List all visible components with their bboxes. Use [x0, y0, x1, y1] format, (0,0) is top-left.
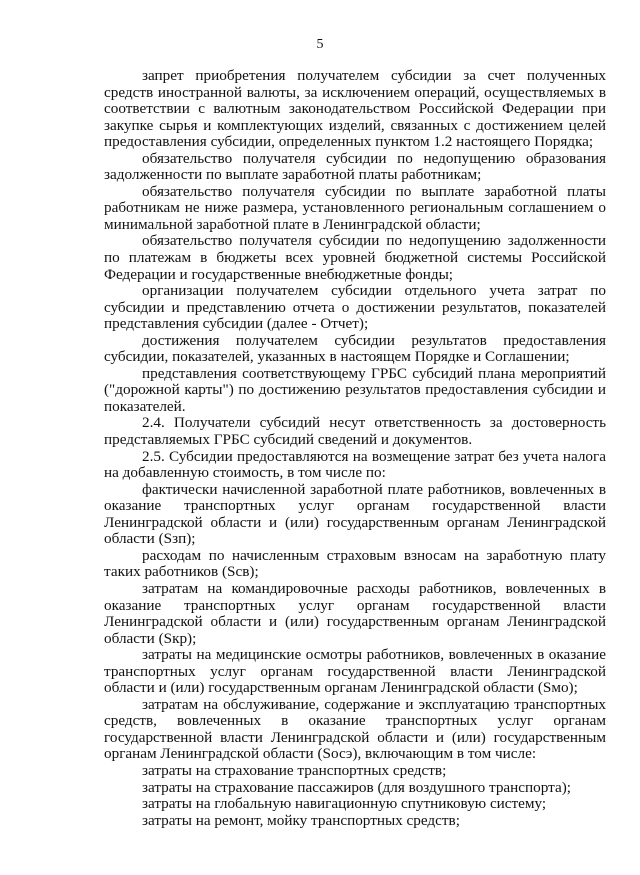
paragraph-minimum-wage: обязательство получателя субсидии по выплате заработной платы работникам не ниже размера, установленного региональным соглашением о минимальной заработной плате в Ленинградской области; [104, 182, 606, 233]
paragraph-separate-accounting: организации получателем субсидии отдельного учета затрат по субсидии и представлению отчета о достижении результатов, показателей представления субсидии (далее - Отчет); [104, 282, 606, 333]
paragraph-vehicle-insurance: затраты на страхование транспортных средств; [142, 761, 447, 779]
document-body [104, 68, 606, 829]
paragraph-insurance-contributions: расходам по начисленным страховым взносам на заработную плату таких работников (Sсв); [104, 546, 606, 581]
paragraph-salary-costs: фактически начисленной заработной плате работников, вовлеченных в оказание транспортных услуг органам государственной власти Ленинградской области и (или) государственным органам Ленинградской области (Sзп); [104, 480, 606, 548]
paragraph-no-budget-debt: обязательство получателя субсидии по недопущению задолженности по платежам в бюджеты всех уровней бюджетной системы Российской Федерации и государственные внебюджетные фонды; [104, 232, 606, 283]
paragraph-navigation-system: затраты на глобальную навигационную спутниковую систему; [142, 795, 547, 813]
paragraph-2-4-responsibility: 2.4. Получатели субсидий несут ответственность за достоверность представляемых ГРБС субсидий сведений и документов. [104, 414, 606, 449]
page-number: 5 [316, 37, 324, 52]
paragraph-no-wage-debt: обязательство получателя субсидии по недопущению образования задолженности по выплате заработной платы работникам; [104, 149, 606, 184]
paragraph-currency-ban: запрет приобретения получателем субсидии за счет полученных средств иностранной валюты, за исключением операций, осуществляемых в соответствии с валютным законодательством Российской Федерации при закупке сырья и комплектующих изделий, связанных с достижением целей предоставления субсидии, определенных пунктом 1.2 настоящего Порядка; [104, 67, 606, 151]
paragraph-achievement-results: достижения получателем субсидии результатов предоставления субсидии, показателей, указанных в настоящем Порядке и Соглашении; [104, 331, 606, 366]
paragraph-repair-washing: затраты на ремонт, мойку транспортных средств; [142, 811, 460, 829]
paragraph-roadmap: представления соответствующему ГРБС субсидий плана мероприятий ("дорожной карты") по достижению результатов предоставления субсидии и показателей. [104, 364, 606, 415]
paragraph-travel-expenses: затратам на командировочные расходы работников, вовлеченных в оказание транспортных услуг органам государственной власти Ленинградской области и (или) государственным органам Ленинградской области (Sкр); [104, 579, 606, 647]
paragraph-passenger-insurance: затраты на страхование пассажиров (для воздушного транспорта); [142, 778, 571, 796]
paragraph-2-5-reimbursement: 2.5. Субсидии предоставляются на возмещение затрат без учета налога на добавленную стоимость, в том числе по: [104, 447, 606, 482]
paragraph-medical-exams: затраты на медицинские осмотры работников, вовлеченных в оказание транспортных услуг органам государственной власти Ленинградской области и (или) государственным органам Ленинградской области (Sмо); [104, 646, 606, 697]
paragraph-vehicle-maintenance: затратам на обслуживание, содержание и эксплуатацию транспортных средств, вовлеченных в оказание транспортных услуг органам государственной власти Ленинградской области и (или) государственным органам Ленинградской области (Sосэ), включающим в том числе: [104, 695, 606, 763]
